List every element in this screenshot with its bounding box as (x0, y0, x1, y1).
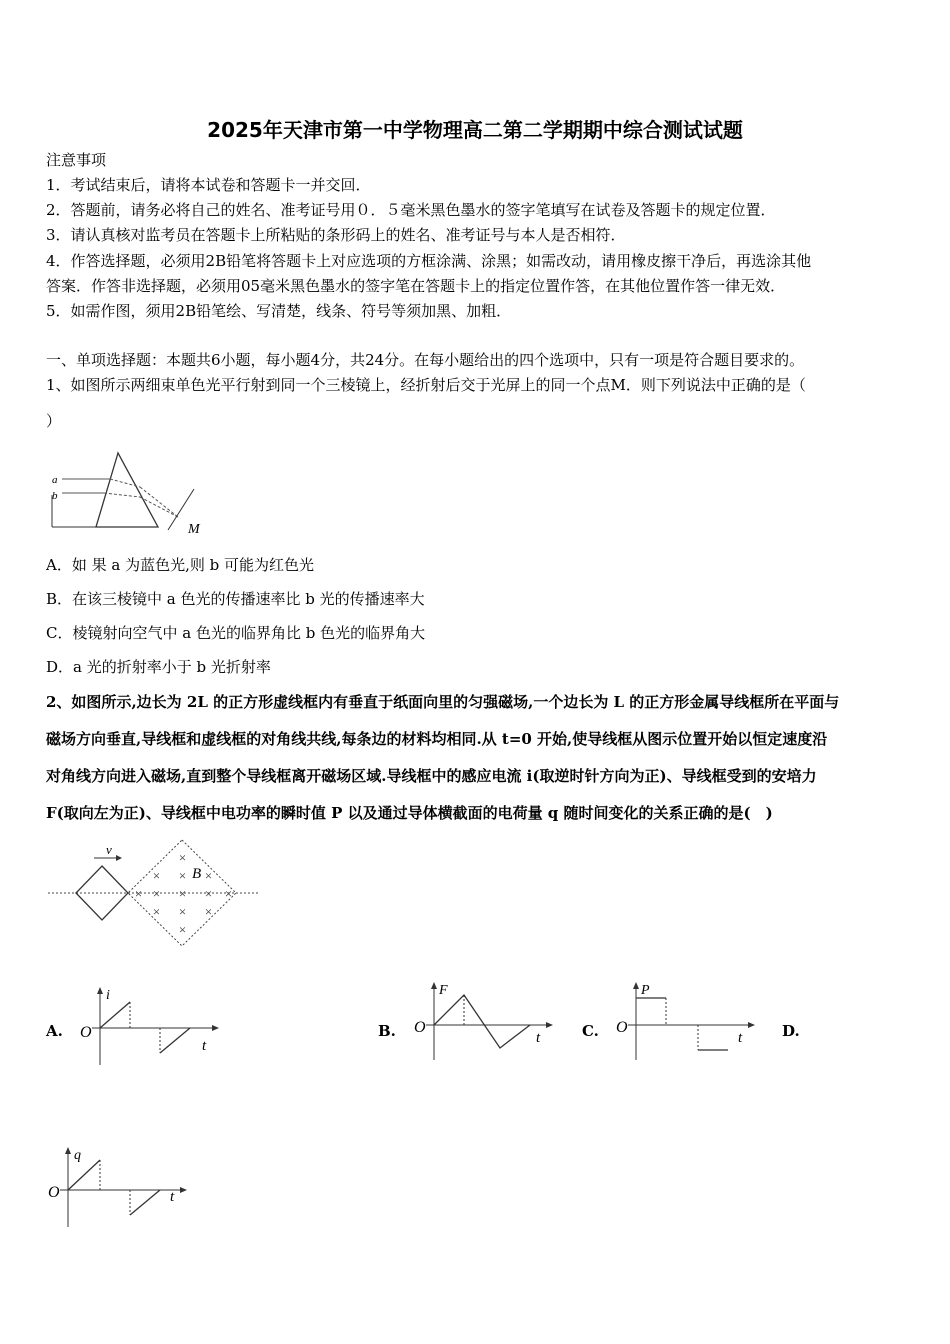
field-cross-icon: × (152, 868, 161, 883)
section-heading: 一、单项选择题：本题共6小题，每小题4分，共24分。在每小题给出的四个选项中，只有一项是符合题目要求的。 (46, 351, 805, 369)
ray-a-label: a (52, 474, 58, 486)
q2-stem: F(取向左为正)、导线框中电功率的瞬时值 P 以及通过导体横截面的电荷量 q 随时间变化的关系正确的是( ) (46, 804, 773, 822)
field-cross-icon: × (178, 868, 187, 883)
field-cross-icon: × (152, 886, 161, 901)
graph-p[interactable] (612, 980, 762, 1065)
screen-m-label: M (188, 522, 200, 537)
notice-item: 3．请认真核对监考员在答题卡上所粘贴的条形码上的姓名、准考证号与本人是否相符． (46, 226, 626, 244)
notice-item: 2．答题前，请务必将自己的姓名、准考证号用０．５毫米黑色墨水的签字笔填写在试卷及答题卡的规定位置． (46, 201, 776, 219)
time-label: t (536, 1030, 541, 1046)
field-cross-icon: × (134, 886, 143, 901)
field-cross-icon: × (204, 868, 213, 883)
q2-option-b-label[interactable]: B. (378, 1022, 396, 1040)
origin-label: O (616, 1019, 628, 1036)
notice-item: 1．考试结束后，请将本试卷和答题卡一并交回． (46, 176, 371, 194)
field-cross-icon: × (204, 886, 213, 901)
notice-item: 答案．作答非选择题，必须用05毫米黑色墨水的签字笔在答题卡上的指定位置作答，在其他位置作答一律无效． (46, 277, 786, 295)
graph-q[interactable] (46, 1145, 196, 1230)
q1-option-c[interactable]: C．棱镜射向空气中 a 色光的临界角比 b 色光的临界角大 (46, 624, 426, 642)
q2-option-c-label[interactable]: C. (582, 1022, 599, 1040)
q2-option-d-label[interactable]: D. (782, 1022, 800, 1040)
velocity-label: v (106, 842, 112, 857)
page-title: 2025年天津市第一中学物理高二第二学期期中综合测试试题 (207, 118, 743, 142)
notice-item: 4．作答选择题，必须用2B铅笔将答题卡上对应选项的方框涂满、涂黑；如需改动，请用橡皮擦干净后，再选涂其他 (46, 252, 812, 270)
ray-b-label: b (52, 490, 58, 502)
origin-label: O (414, 1019, 426, 1036)
field-cross-icon: × (152, 904, 161, 919)
notice-item: 5．如需作图，须用2B铅笔绘、写清楚，线条、符号等须加黑、加粗． (46, 302, 512, 320)
axis-label: q (74, 1148, 81, 1163)
notice-heading: 注意事项 (46, 151, 107, 169)
origin-label: O (80, 1024, 92, 1041)
field-cross-icon: × (178, 904, 187, 919)
q2-option-a-label[interactable]: A. (46, 1022, 63, 1040)
q1-option-d[interactable]: D．a 光的折射率小于 b 光折射率 (46, 658, 271, 676)
field-label: B (192, 866, 202, 882)
field-cross-icon: × (178, 922, 187, 937)
time-label: t (738, 1030, 743, 1046)
time-label: t (170, 1189, 175, 1205)
time-label: t (202, 1038, 207, 1054)
magnetic-field-figure (46, 838, 266, 958)
q2-stem: 2、如图所示,边长为 2L 的正方形虚线框内有垂直于纸面向里的匀强磁场,一个边长为 L 的正方形金属导线框所在平面与 (46, 693, 840, 711)
axis-label: F (439, 983, 448, 998)
q1-stem: 1、如图所示两细束单色光平行射到同一个三棱镜上，经折射后交于光屏上的同一个点M．则下列说法中正确的是（ (46, 376, 806, 394)
q1-option-b[interactable]: B．在该三棱镜中 a 色光的传播速率比 b 光的传播速率大 (46, 590, 425, 608)
origin-label: O (48, 1184, 60, 1201)
field-cross-icon: × (224, 886, 233, 901)
field-cross-icon: × (178, 886, 187, 901)
axis-label: P (641, 983, 650, 998)
q1-stem-end: ） (46, 412, 62, 430)
prism-figure (48, 445, 218, 545)
q2-stem: 磁场方向垂直,导线框和虚线框的对角线共线,每条边的材料均相同.从 t=0 开始,使导线框从图示位置开始以恒定速度沿 (46, 730, 828, 748)
field-cross-icon: × (204, 904, 213, 919)
q2-stem: 对角线方向进入磁场,直到整个导线框离开磁场区域.导线框中的感应电流 i(取逆时针方向为正)、导线框受到的安培力 (46, 767, 817, 785)
graph-f[interactable] (410, 980, 560, 1065)
axis-label: i (106, 988, 110, 1003)
q1-option-a[interactable]: A．如 果 a 为蓝色光,则 b 可能为红色光 (46, 556, 314, 574)
field-cross-icon: × (178, 850, 187, 865)
graph-i[interactable] (76, 985, 226, 1070)
